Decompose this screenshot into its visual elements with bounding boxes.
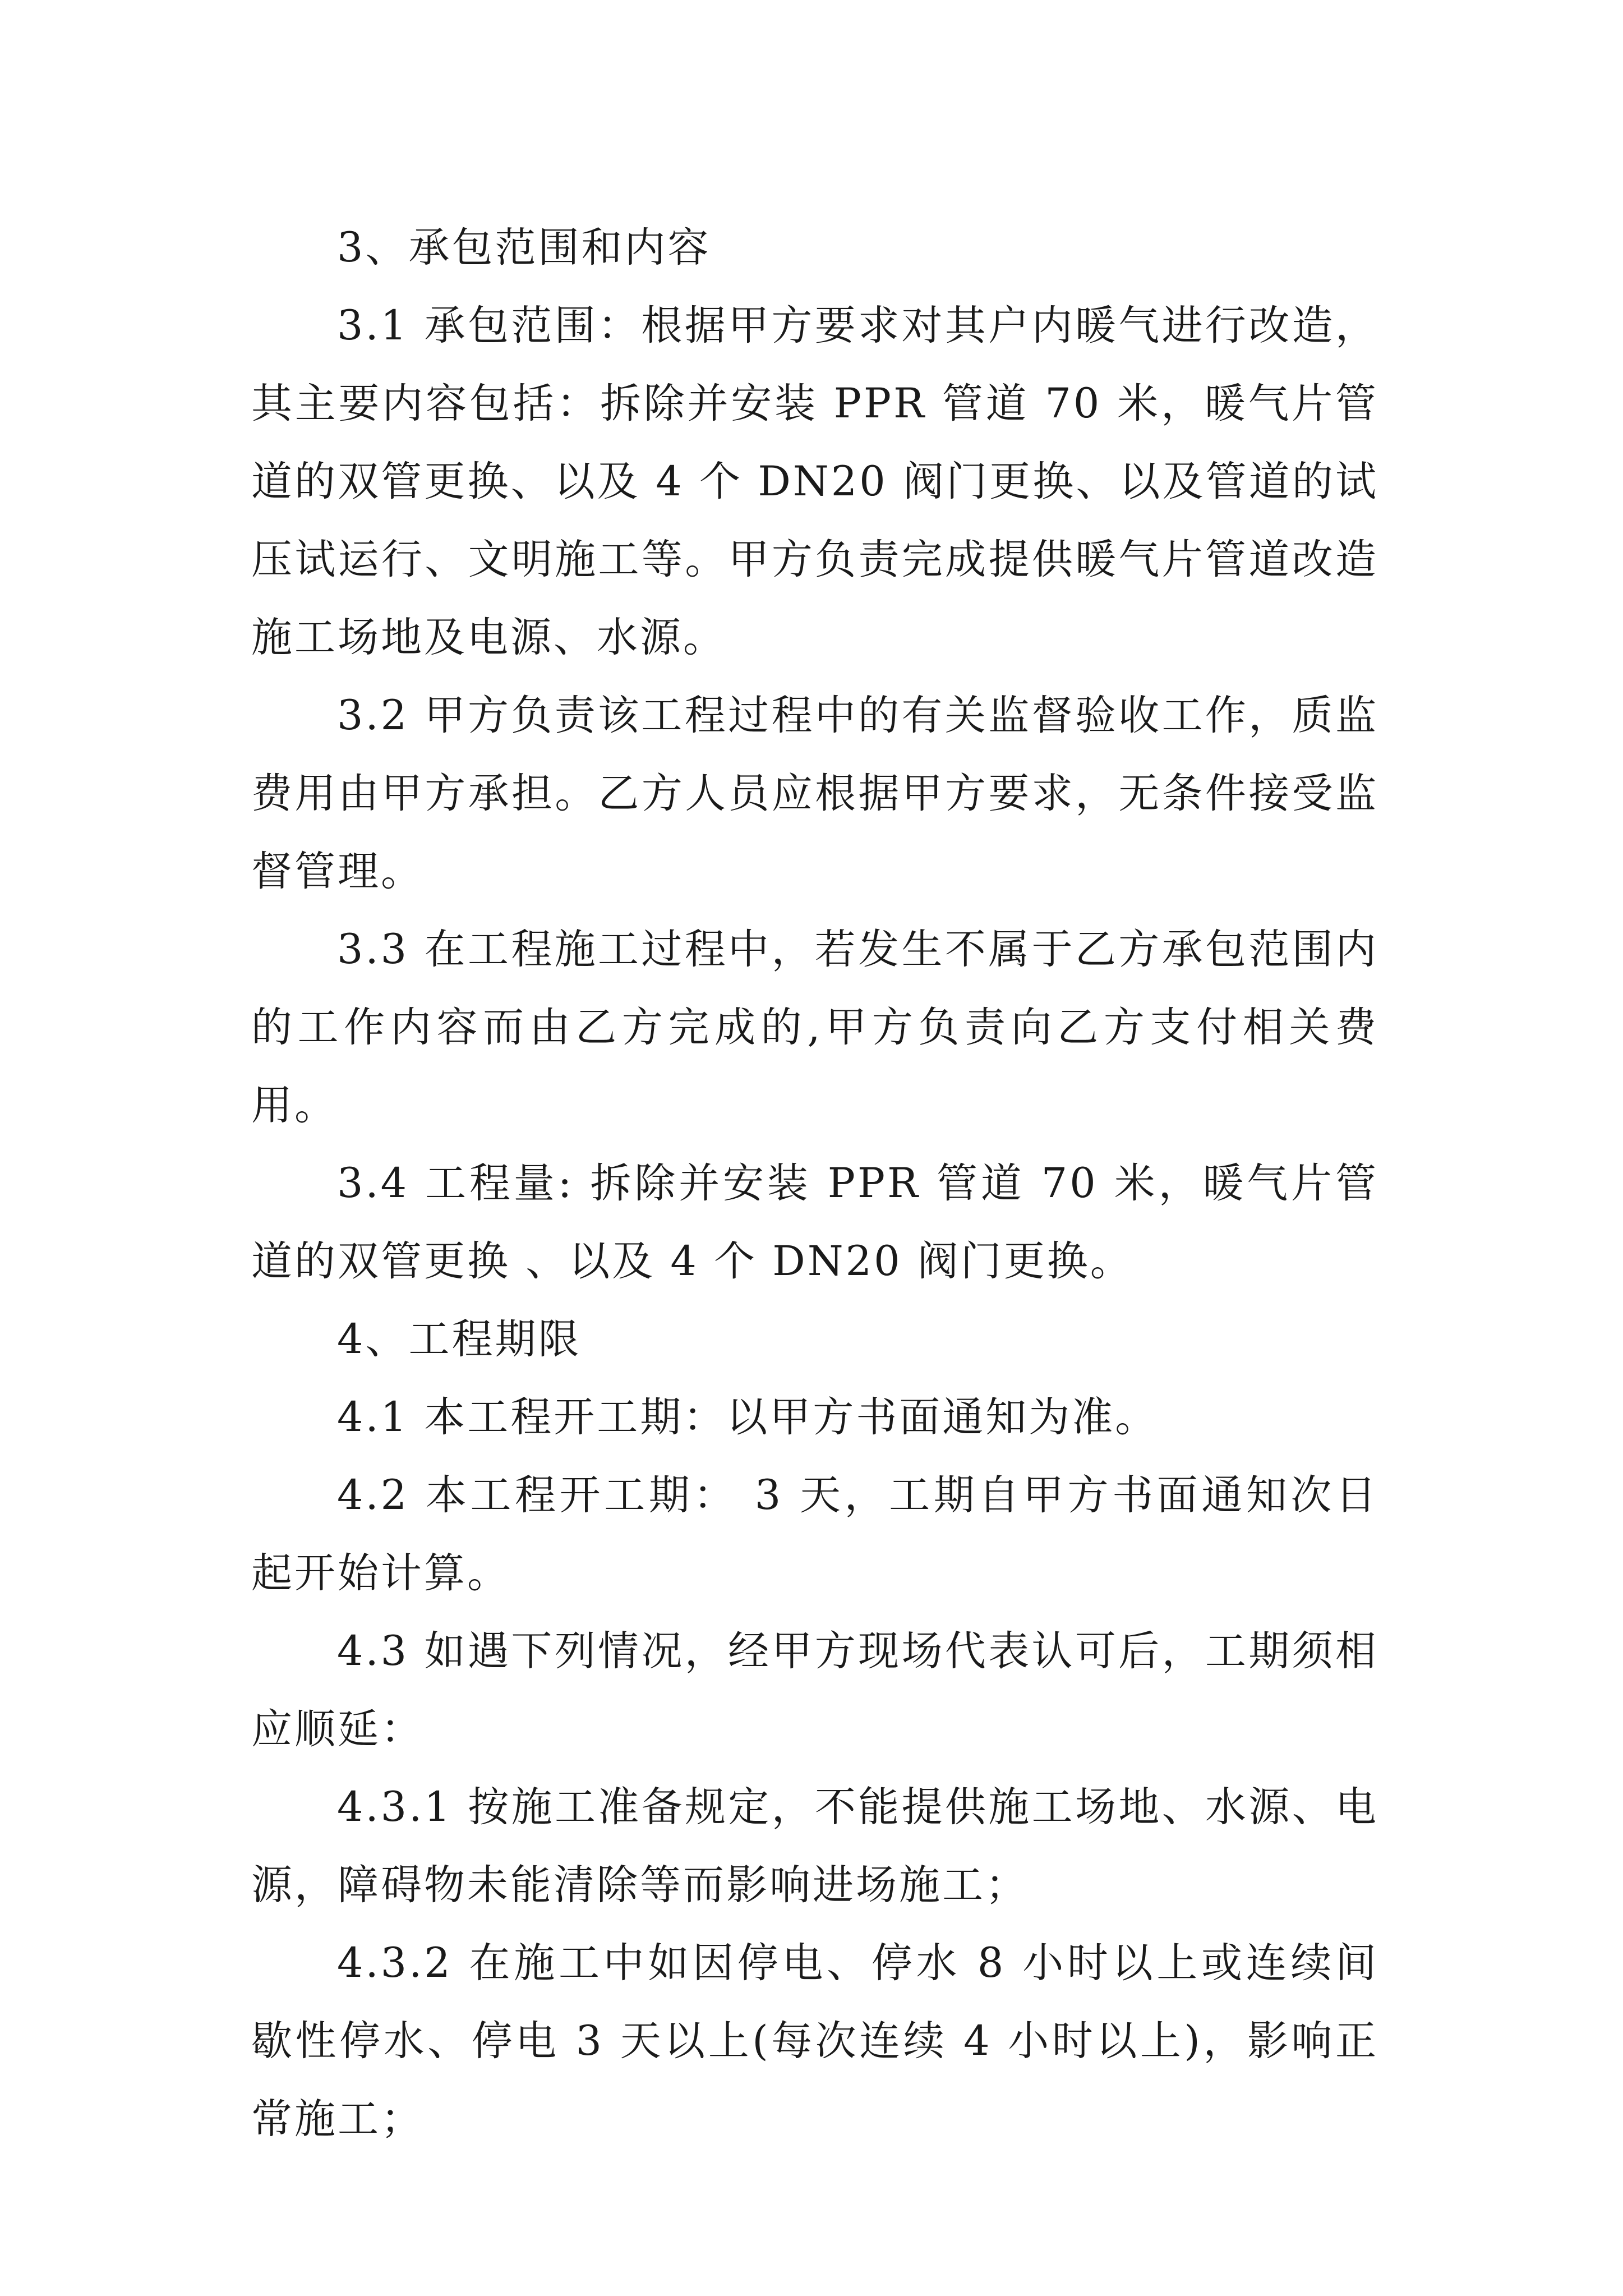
paragraph-4-3-2: 4.3.2 在施工中如因停电、停水 8 小时以上或连续间歇性停水、停电 3 天以上(每次连续 4 小时以上)，影响正常施工； — [251, 1939, 1378, 2143]
paragraph-3-2: 3.2 甲方负责该工程过程中的有关监督验收工作，质监费用由甲方承担。乙方人员应根据甲方要求，无条件接受监督管理。 — [251, 692, 1378, 895]
paragraph-3-1: 3.1 承包范围：根据甲方要求对其户内暖气进行改造，其主要内容包括：拆除并安装 PPR 管道 70 米，暖气片管道的双管更换、以及 4 个 DN20 阀门更换、以及管道的试压试运行、文明施工等。甲方负责完成提供暖气片管道改造施工场地及电源、水源。 — [251, 302, 1378, 661]
paragraph-3-3: 3.3 在工程施工过程中，若发生不属于乙方承包范围内的工作内容而由乙方完成的,甲方负责向乙方支付相关费用。 — [251, 926, 1378, 1129]
paragraph-4-1: 4.1 本工程开工期：以甲方书面通知为准。 — [337, 1393, 1159, 1441]
document-body — [251, 209, 1378, 2158]
section-heading-3: 3、承包范围和内容 — [337, 224, 711, 272]
paragraph-4-3-1: 4.3.1 按施工准备规定，不能提供施工场地、水源、电源，障碍物未能清除等而影响进场施工； — [251, 1783, 1378, 1909]
paragraph-4-3: 4.3 如遇下列情况，经甲方现场代表认可后，工期须相应顺延： — [251, 1627, 1378, 1753]
paragraph-3-4: 3.4 工程量: 拆除并安装 PPR 管道 70 米，暖气片管道的双管更换 、以及 4 个 DN20 阀门更换。 — [251, 1159, 1378, 1285]
paragraph-4-2: 4.2 本工程开工期： 3 天，工期自甲方书面通知次日起开始计算。 — [251, 1471, 1378, 1597]
section-heading-4: 4、工程期限 — [337, 1315, 582, 1363]
